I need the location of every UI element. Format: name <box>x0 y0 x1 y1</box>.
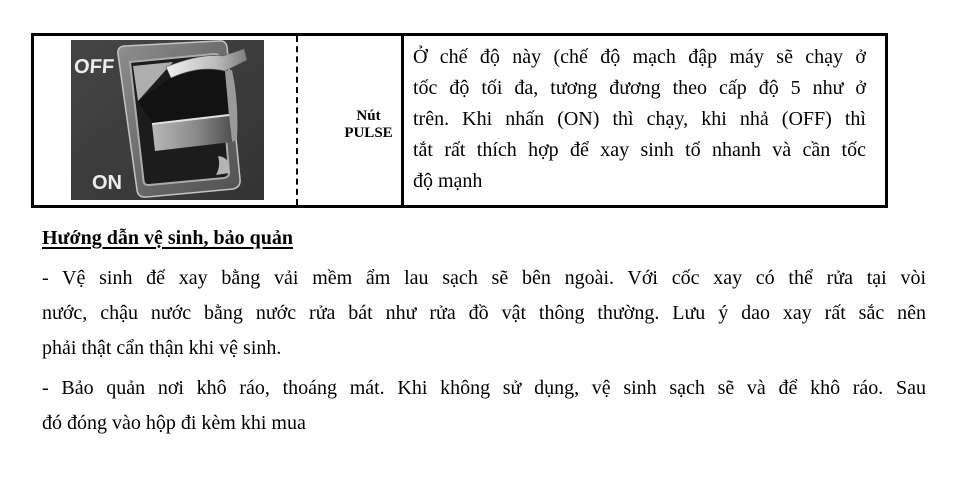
rocker-switch-photo <box>71 40 264 200</box>
storage-paragraph <box>42 371 926 441</box>
text-line: độ mạnh <box>413 170 483 192</box>
text-line: Nút <box>356 107 381 124</box>
pulse-mode-table <box>31 33 888 208</box>
switch-photo-cell <box>34 36 298 205</box>
pulse-description-cell <box>404 36 885 205</box>
pulse-button-cell <box>298 36 404 205</box>
cleaning-paragraph <box>42 261 926 366</box>
on-label: ON <box>92 172 122 194</box>
text-line: trên. Khi nhấn (ON) thì chạy, khi nhả (OFF) thì <box>413 108 866 130</box>
text-line: đó đóng vào hộp đi kèm khi mua <box>42 412 306 434</box>
text-line: - Vệ sinh đế xay bằng vải mềm ẩm lau sạch sẽ bên ngoài. Với cốc xay có thể rửa tại vòi <box>42 267 926 289</box>
off-label: OFF <box>73 56 115 78</box>
text-line: PULSE <box>344 124 393 141</box>
text-line: tắt rất thích hợp để xay sinh tố nhanh và cần tốc <box>413 139 866 161</box>
text-line: phải thật cẩn thận khi vệ sinh. <box>42 337 282 359</box>
rocker-switch-graphic <box>71 40 264 200</box>
text-line: Ở chế độ này (chế độ mạch đập máy sẽ chạy ở <box>413 46 866 68</box>
cleaning-section-heading: Hướng dẫn vệ sinh, bảo quản <box>42 227 293 249</box>
text-line: - Bảo quản nơi khô ráo, thoáng mát. Khi không sử dụng, vệ sinh sạch sẽ và để khô ráo. Sau <box>42 377 926 399</box>
text-line: nước, chậu nước bằng nước rửa bát như rửa đồ vật thông thường. Lưu ý dao xay rất sắc nên <box>42 302 926 324</box>
text-line: tốc độ tối đa, tương đương theo cấp độ 5 như ở <box>413 77 866 99</box>
